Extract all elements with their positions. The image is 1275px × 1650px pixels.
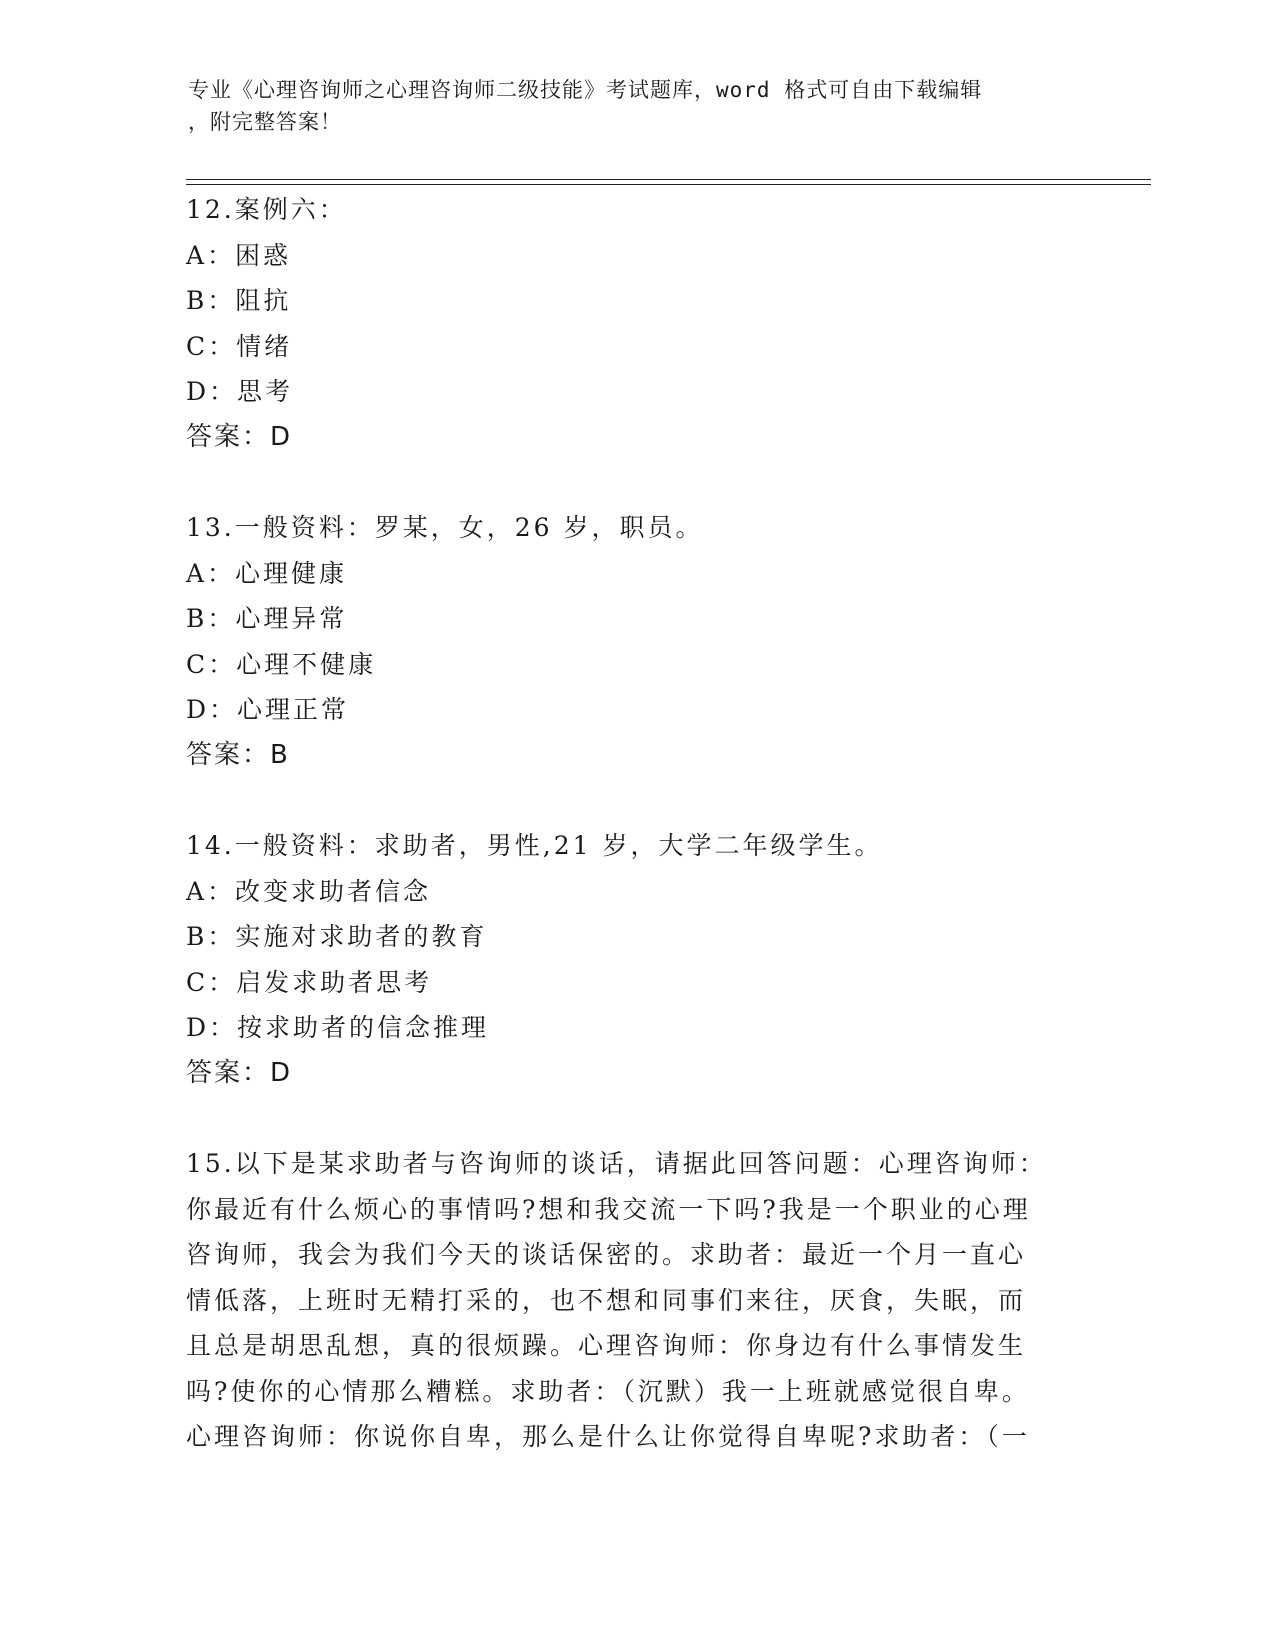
question-14 [186, 823, 1066, 1096]
question-15-line: 15.以下是某求助者与咨询师的谈话，请据此回答问题：心理咨询师： [186, 1149, 1047, 1178]
header-line-1: 专业《心理咨询师之心理咨询师二级技能》考试题库，word 格式可自由下载编辑 [188, 78, 983, 102]
question-stem: 13.一般资料：罗某，女，26 岁，职员。 [186, 513, 704, 542]
option-d: D：思考 [186, 377, 294, 406]
question-13 [186, 505, 1066, 778]
header-line-2: ，附完整答案！ [188, 110, 342, 134]
option-d: D：按求助者的信念推理 [186, 1013, 490, 1042]
document-header [188, 74, 1088, 138]
question-15 [186, 1141, 1066, 1460]
answer: 答案：D [186, 1057, 293, 1088]
question-15-line: 心理咨询师：你说你自卑，那么是什么让你觉得自卑呢?求助者：（一 [186, 1422, 1030, 1451]
question-stem: 14.一般资料：求助者，男性,21 岁，大学二年级学生。 [186, 831, 883, 860]
option-c: C：情绪 [186, 331, 293, 361]
option-b: B：实施对求助者的教育 [186, 922, 488, 951]
option-a: A：困惑 [186, 240, 292, 270]
option-c: C：启发求助者思考 [186, 967, 433, 997]
question-15-line: 情低落，上班时无精打采的，也不想和同事们来往，厌食，失眠，而 [186, 1285, 1027, 1315]
option-a: A：改变求助者信念 [186, 876, 432, 906]
question-15-line: 吗?使你的心情那么糟糕。求助者：（沉默）我一上班就感觉很自卑。 [186, 1376, 1030, 1406]
option-d: D：心理正常 [186, 695, 350, 724]
option-a: A：心理健康 [186, 558, 348, 588]
header-divider-top [186, 179, 1151, 180]
header-divider-bottom [186, 184, 1151, 185]
question-12 [186, 187, 1066, 460]
answer: 答案：B [186, 739, 290, 770]
question-15-line: 你最近有什么烦心的事情吗?想和我交流一下吗?我是一个职业的心理 [186, 1194, 1031, 1224]
option-b: B：阻抗 [186, 286, 292, 315]
question-15-line: 且总是胡思乱想，真的很烦躁。心理咨询师：你身边有什么事情发生 [186, 1331, 1027, 1360]
option-c: C：心理不健康 [186, 649, 377, 679]
answer: 答案：D [186, 421, 293, 452]
question-stem: 12.案例六： [186, 195, 347, 224]
question-15-line: 咨询师，我会为我们今天的谈话保密的。求助者：最近一个月一直心 [186, 1240, 1027, 1269]
option-b: B：心理异常 [186, 604, 348, 633]
